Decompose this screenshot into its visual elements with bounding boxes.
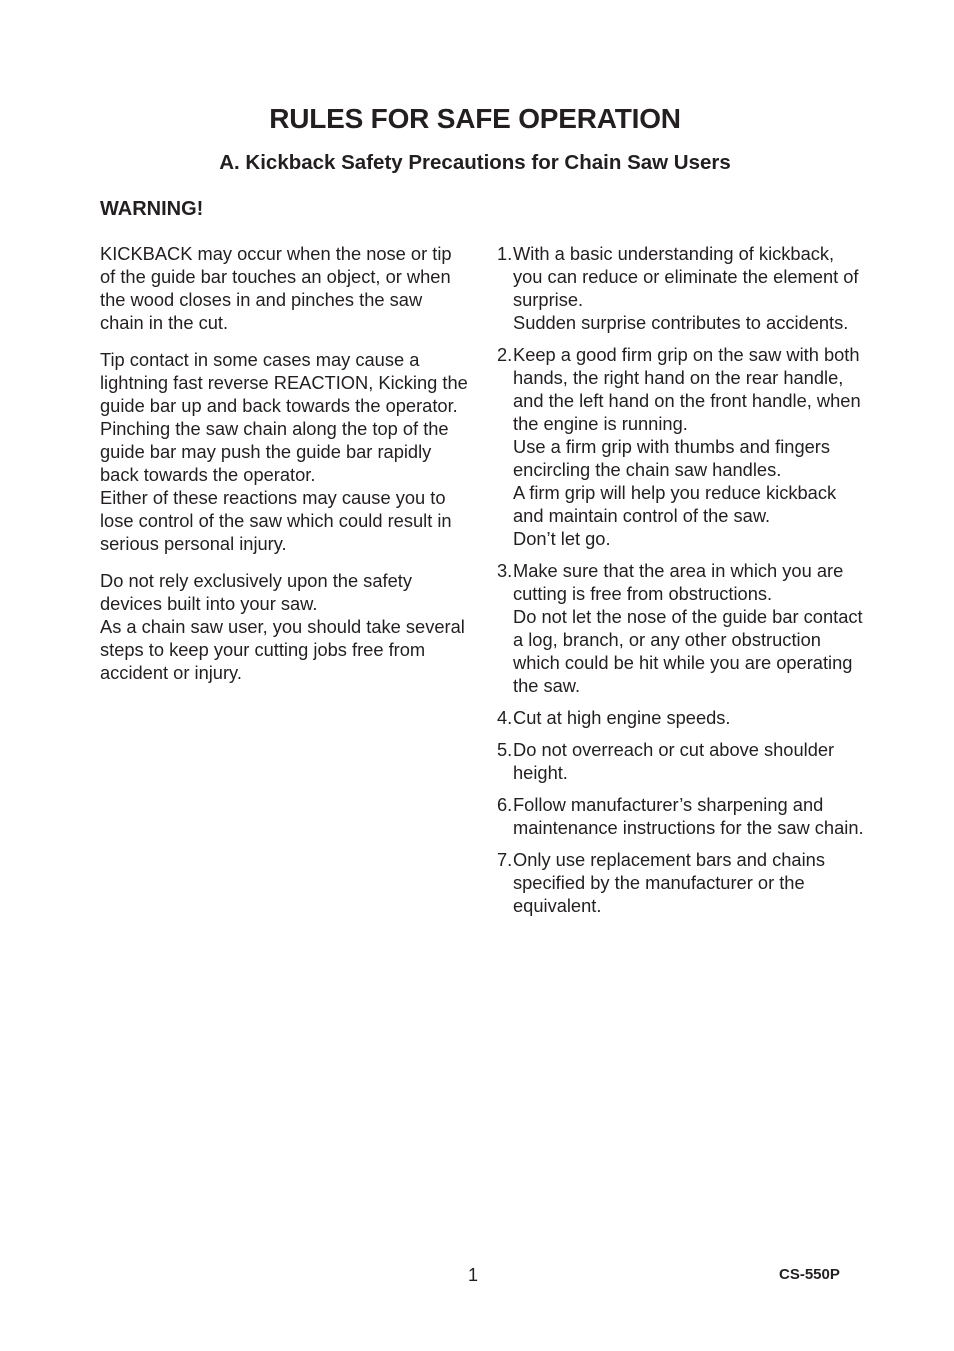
list-item-line: A firm grip will help you reduce kickback and maintain control of the saw. [513,482,837,526]
paragraph-line: Either of these reactions may cause you to lose control of the saw which could result in serious personal injury. [100,487,452,554]
paragraph-line: Do not rely exclusively upon the safety devices built into your saw. [100,570,412,614]
list-item-line: Do not overreach or cut above shoulder height. [513,739,835,783]
paragraph-safety-devices [100,569,470,684]
model-number: CS-550P [779,1266,840,1283]
list-item-line: Do not let the nose of the guide bar contact a log, branch, or any other obstruction which could be hit while you are operating the saw. [513,606,863,696]
list-item-number: 7. [497,849,513,870]
list-item-body [513,559,867,697]
paragraph-line: Tip contact in some cases may cause a lightning fast reverse REACTION, Kicking the guide bar up and back towards the operator. [100,349,468,416]
paragraph-line: As a chain saw user, you should take several steps to keep your cutting jobs free from accident or injury. [100,616,465,683]
list-item-number: 1. [497,243,513,264]
paragraph-line: Pinching the saw chain along the top of the guide bar may push the guide bar rapidly back towards the operator. [100,418,449,485]
paragraph-kickback [100,242,470,334]
list-item-line: Keep a good firm grip on the saw with both hands, the right hand on the rear handle, and the left hand on the front handle, when the engine is running. [513,344,861,434]
page-title: RULES FOR SAFE OPERATION [269,103,681,134]
list-item-line: Only use replacement bars and chains specified by the manufacturer or the equivalent. [513,849,825,916]
list-item-body [513,848,867,917]
list-item [497,848,867,917]
warning-heading: WARNING! [100,198,204,220]
list-item [497,706,867,729]
section-subtitle: A. Kickback Safety Precautions for Chain Saw Users [219,151,731,174]
list-item-line: Follow manufacturer’s sharpening and maintenance instructions for the saw chain. [513,794,864,838]
page-number: 1 [468,1265,479,1285]
list-item-line: Use a firm grip with thumbs and fingers encircling the chain saw handles. [513,436,831,480]
list-item-line: Cut at high engine speeds. [513,707,731,728]
list-item-line: Make sure that the area in which you are cutting is free from obstructions. [513,560,844,604]
list-item-number: 5. [497,739,513,760]
list-item-body [513,343,867,550]
list-item [497,793,867,839]
list-item-number: 2. [497,344,513,365]
list-item [497,738,867,784]
list-item-body [513,793,867,839]
list-item-body [513,242,867,334]
list-item [497,559,867,697]
list-item-body [513,706,867,729]
left-column [100,242,470,698]
paragraph-reaction [100,348,470,555]
precautions-list [497,242,867,926]
list-item-number: 4. [497,707,513,728]
list-item [497,242,867,334]
list-item [497,343,867,550]
list-item-number: 6. [497,794,513,815]
list-item-line: Sudden surprise contributes to accidents. [513,312,849,333]
list-item-body [513,738,867,784]
paragraph-line: KICKBACK may occur when the nose or tip of the guide bar touches an object, or when the wood closes in and pinches the saw chain in the cut. [100,243,452,333]
list-item-number: 3. [497,560,513,581]
list-item-line: Don’t let go. [513,528,611,549]
list-item-line: With a basic understanding of kickback, you can reduce or eliminate the element of surprise. [513,243,859,310]
